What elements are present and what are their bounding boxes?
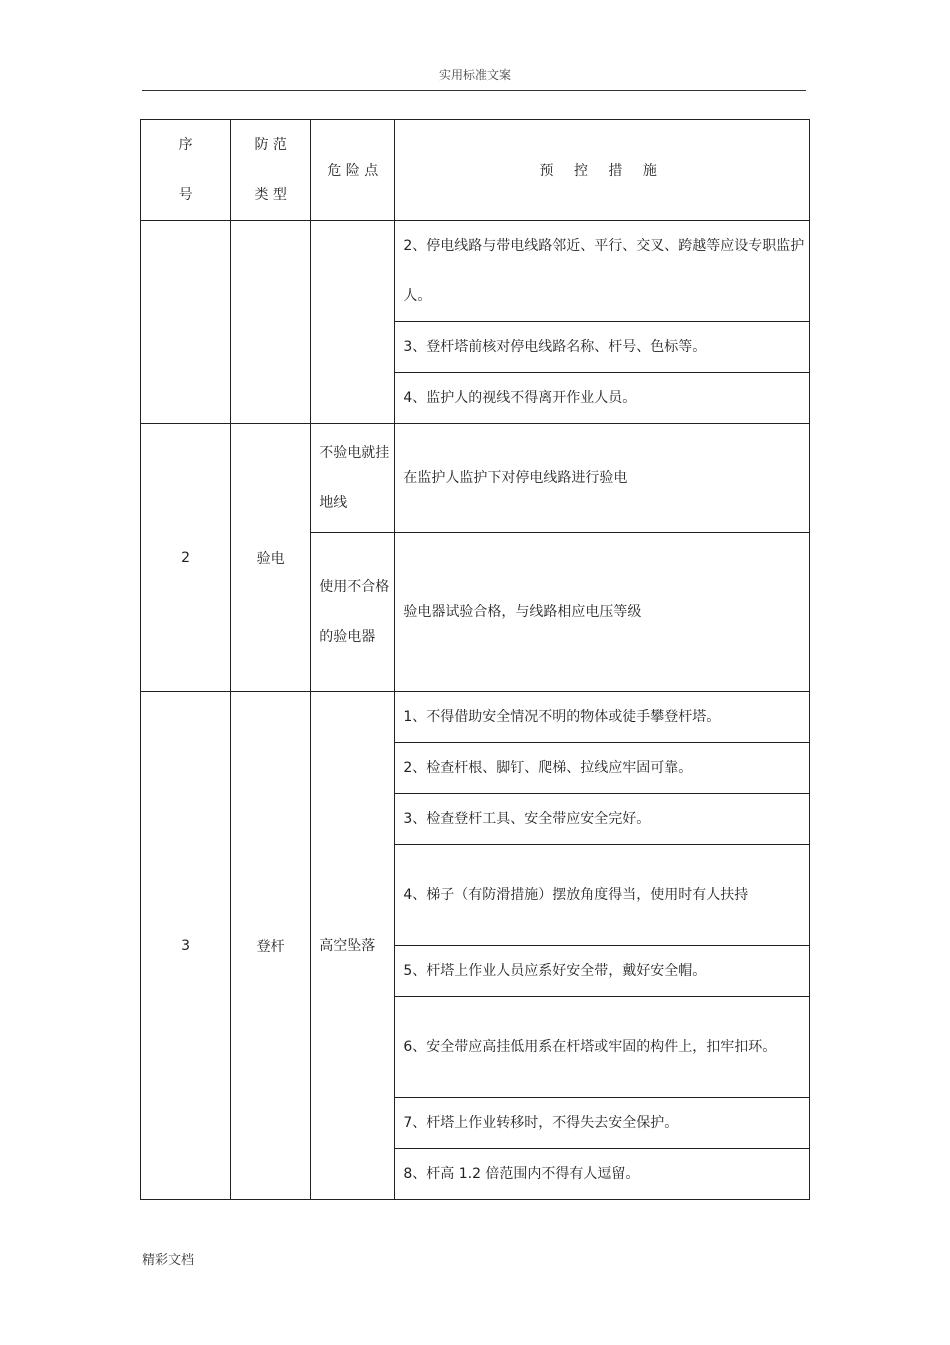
cell-measure: 在监护人监护下对停电线路进行验电 (395, 424, 810, 533)
cell-measure: 4、监护人的视线不得离开作业人员。 (395, 373, 810, 424)
cell-risk-point: 使用不合格的验电器 (311, 533, 395, 692)
cell-measure: 8、杆高 1.2 倍范围内不得有人逗留。 (395, 1149, 810, 1200)
cell-measure: 7、杆塔上作业转移时，不得失去安全保护。 (395, 1098, 810, 1149)
header-serial-line2: 号 (178, 187, 193, 203)
cell-measure: 6、安全带应高挂低用系在杆塔或牢固的构件上，扣牢扣环。 (395, 997, 810, 1098)
header-type-line2: 类 型 (254, 187, 287, 203)
header-serial-number (141, 120, 231, 221)
header-serial-line1: 序 (178, 137, 193, 153)
cell-serial-number: 3 (141, 692, 231, 1200)
table-row (141, 692, 810, 743)
page-footer: 精彩文档 (142, 1253, 195, 1268)
header-risk-point: 危 险 点 (311, 120, 395, 221)
table-row (141, 424, 810, 533)
cell-measure: 1、不得借助安全情况不明的物体或徒手攀登杆塔。 (395, 692, 810, 743)
header-divider (142, 90, 806, 91)
cell-measure: 4、梯子（有防滑措施）摆放角度得当，使用时有人扶持 (395, 845, 810, 946)
header-prevention-type (231, 120, 311, 221)
cell-serial-empty (141, 221, 231, 424)
cell-measure: 2、检查杆根、脚钉、爬梯、拉线应牢固可靠。 (395, 743, 810, 794)
cell-risk-empty (311, 221, 395, 424)
header-control-measures: 预 控 措 施 (395, 120, 810, 221)
cell-prevention-type: 登杆 (231, 692, 311, 1200)
header-type-line1: 防 范 (254, 137, 287, 153)
cell-measure: 2、停电线路与带电线路邻近、平行、交叉、跨越等应设专职监护人。 (395, 221, 810, 322)
cell-serial-number: 2 (141, 424, 231, 692)
cell-measure: 3、登杆塔前核对停电线路名称、杆号、色标等。 (395, 322, 810, 373)
cell-measure: 验电器试验合格，与线路相应电压等级 (395, 533, 810, 692)
cell-measure: 5、杆塔上作业人员应系好安全带，戴好安全帽。 (395, 946, 810, 997)
page-header-title: 实用标准文案 (438, 68, 511, 82)
table-row (141, 221, 810, 322)
risk-control-table (140, 119, 810, 1200)
cell-risk-point: 高空坠落 (311, 692, 395, 1200)
cell-measure: 3、检查登杆工具、安全带应安全完好。 (395, 794, 810, 845)
cell-risk-point: 不验电就挂地线 (311, 424, 395, 533)
table-header-row (141, 120, 810, 221)
cell-type-empty (231, 221, 311, 424)
cell-prevention-type: 验电 (231, 424, 311, 692)
